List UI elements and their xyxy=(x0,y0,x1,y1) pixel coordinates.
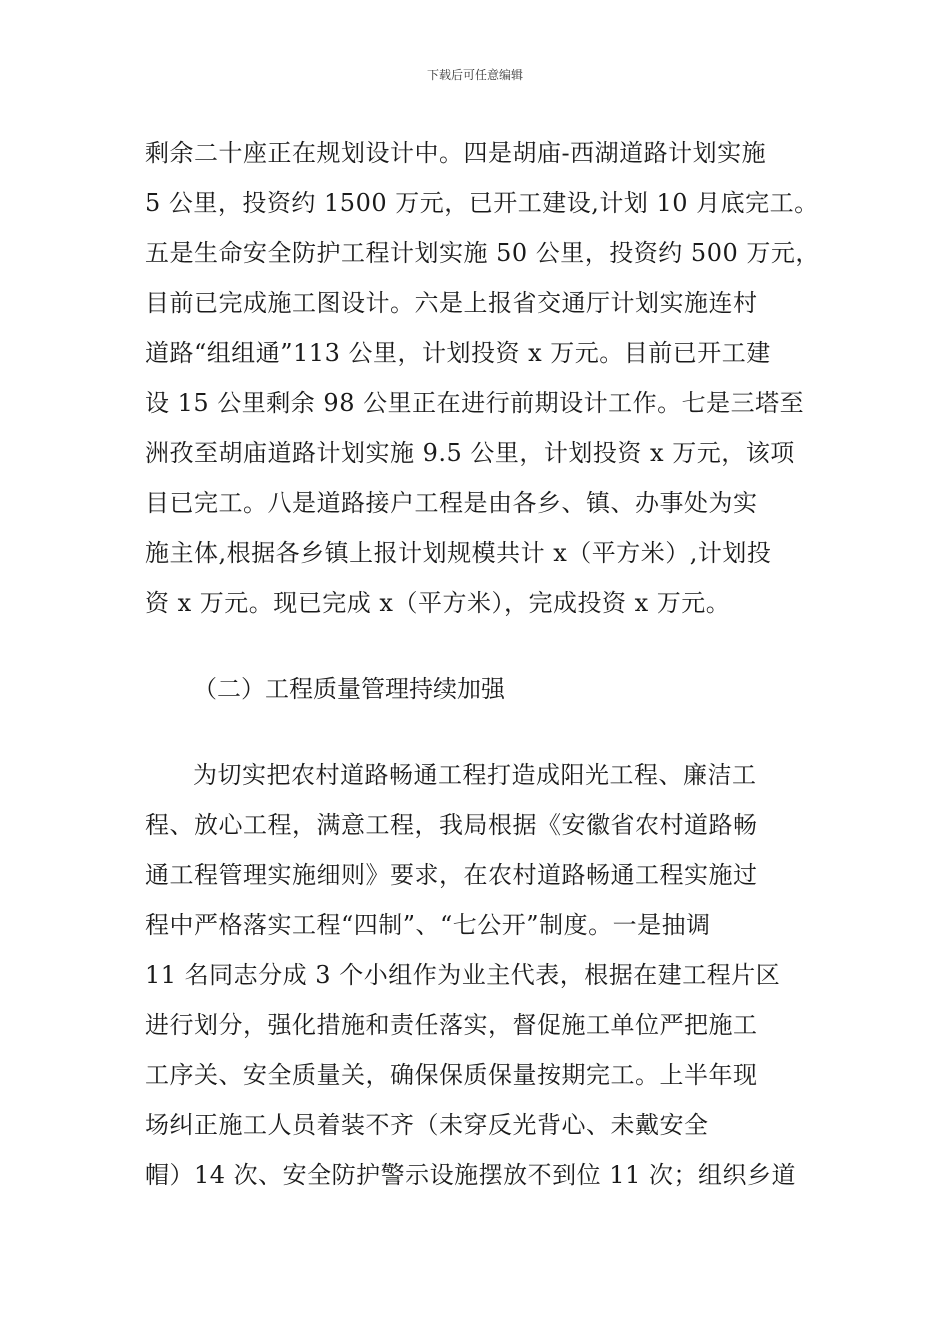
paragraph-2 xyxy=(145,750,815,1200)
paragraph-line: 剩余二十座正在规划设计中。四是胡庙-西湖道路计划实施 xyxy=(145,139,767,167)
paragraph-line: 5 公里，投资约 1500 万元，已开工建设,计划 10 月底完工。 xyxy=(145,189,819,217)
paragraph-line: 场纠正施工人员着装不齐（未穿反光背心、未戴安全 xyxy=(145,1111,709,1139)
paragraph-line: 设 15 公里剩余 98 公里正在进行前期设计工作。七是三塔至 xyxy=(145,389,805,417)
paragraph-line: 施主体,根据各乡镇上报计划规模共计 x（平方米）,计划投 xyxy=(145,539,772,567)
paragraph-line: 目已完工。八是道路接户工程是由各乡、镇、办事处为实 xyxy=(145,489,758,517)
section-heading: （二）工程质量管理持续加强 xyxy=(193,675,505,703)
paragraph-line: 通工程管理实施细则》要求，在农村道路畅通工程实施过 xyxy=(145,861,758,889)
paragraph-line: 程、放心工程，满意工程，我局根据《安徽省农村道路畅 xyxy=(145,811,758,839)
paragraph-line: 资 x 万元。现已完成 x（平方米），完成投资 x 万元。 xyxy=(145,589,731,617)
paragraph-1 xyxy=(145,128,820,628)
spacer xyxy=(145,628,815,664)
paragraph-line: 11 名同志分成 3 个小组作为业主代表，根据在建工程片区 xyxy=(145,961,781,989)
paragraph-line: 道路“组组通”113 公里，计划投资 x 万元。目前已开工建 xyxy=(145,339,771,367)
paragraph-line: 洲孜至胡庙道路计划实施 9.5 公里，计划投资 x 万元，该项 xyxy=(145,439,795,467)
paragraph-line: 工序关、安全质量关，确保保质保量按期完工。上半年现 xyxy=(145,1061,758,1089)
paragraph-line: 为切实把农村道路畅通工程打造成阳光工程、廉洁工 xyxy=(193,761,757,789)
paragraph-line: 进行划分，强化措施和责任落实，督促施工单位严把施工 xyxy=(145,1011,758,1039)
page-header: 下载后可任意编辑 xyxy=(426,68,523,82)
spacer xyxy=(145,714,815,750)
document-body xyxy=(145,128,820,1200)
paragraph-line: 程中严格落实工程“四制”、“七公开”制度。一是抽调 xyxy=(145,911,711,939)
paragraph-line: 五是生命安全防护工程计划实施 50 公里，投资约 500 万元， xyxy=(145,239,820,267)
paragraph-line: 目前已完成施工图设计。六是上报省交通厅计划实施连村 xyxy=(145,289,758,317)
paragraph-line: 帽）14 次、安全防护警示设施摆放不到位 11 次；组织乡道 xyxy=(145,1161,796,1189)
